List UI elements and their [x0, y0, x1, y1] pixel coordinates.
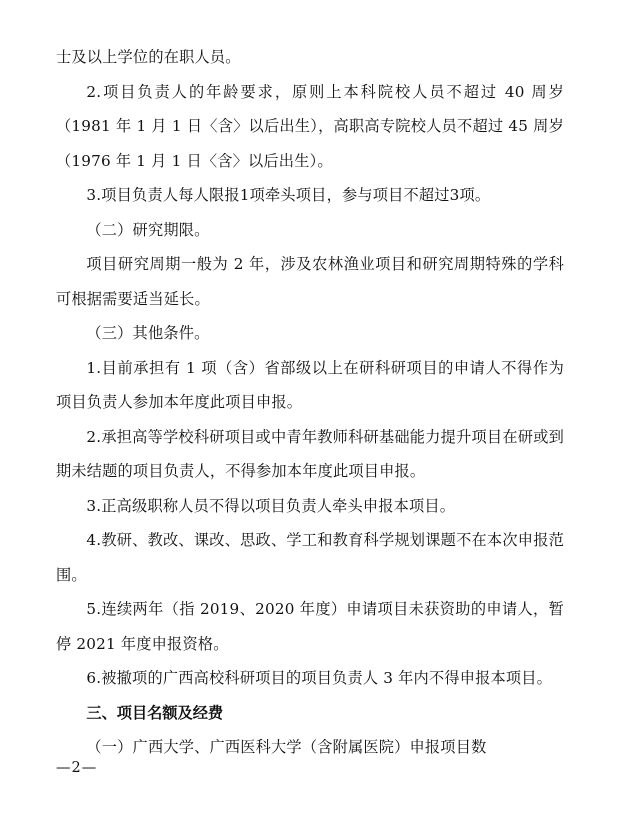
- page-number: —2—: [56, 760, 98, 776]
- paragraph: 5.连续两年（指 2019、2020 年度）申请项目未获资助的申请人，暂停 2021 年度申报资格。: [56, 600, 564, 653]
- paragraph: 4.教研、教改、课改、思政、学工和教育科学规划课题不在本次申报范围。: [56, 531, 564, 584]
- paragraph: 1.目前承担有 1 项（含）省部级以上在研科研项目的申请人不得作为项目负责人参加本年度此项目申报。: [56, 358, 564, 411]
- paragraph: 士及以上学位的在职人员。: [56, 48, 241, 66]
- paragraph: 项目研究周期一般为 2 年，涉及农林渔业项目和研究周期特殊的学科可根据需要适当延长。: [56, 255, 564, 308]
- document-body: [56, 40, 564, 765]
- paragraph: （三）其他条件。: [86, 324, 210, 342]
- paragraph: 3.正高级职称人员不得以项目负责人牵头申报本项目。: [86, 496, 456, 515]
- paragraph: （二）研究期限。: [86, 220, 210, 239]
- paragraph: 3.项目负责人每人限报1项牵头项目，参与项目不超过3项。: [86, 186, 491, 204]
- paragraph: （一）广西大学、广西医科大学（含附属医院）申报项目数: [86, 738, 487, 756]
- paragraph: 6.被撤项的广西高校科研项目的项目负责人 3 年内不得申报本项目。: [86, 669, 553, 687]
- paragraph: 2.项目负责人的年龄要求，原则上本科院校人员不超过 40 周岁（1981 年 1 月 1 日〈含〉以后出生），高职高专院校人员不超过 45 周岁（1976 年 1 月 1 日〈含〉以后出生）。: [56, 82, 564, 170]
- section-heading: 三、项目名额及经费: [86, 703, 224, 722]
- paragraph: 2.承担高等学校科研项目或中青年教师科研基础能力提升项目在研或到期未结题的项目负责人，不得参加本年度此项目申报。: [56, 427, 564, 480]
